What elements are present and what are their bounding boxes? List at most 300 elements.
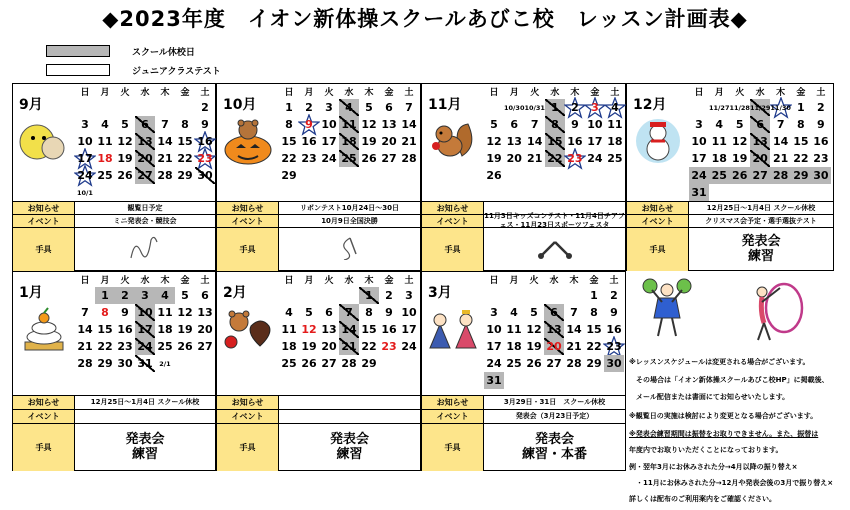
apparatus-label: 手具 [627,228,689,271]
day-cell [544,372,564,389]
day-number: 11 [711,135,727,148]
day-number: 26 [361,152,377,165]
day-cell [729,116,749,133]
day-number: 12 [301,323,317,336]
day-cell [585,150,605,167]
day-number: 28 [77,357,93,370]
day-cell [75,116,95,133]
day-cell [604,304,624,321]
apparatus-label: 手具 [422,228,484,271]
day-cell [175,150,195,167]
day-cell [135,304,155,321]
day-cell [319,304,339,321]
day-cell [299,167,319,184]
day-cell [175,321,195,338]
day-number: 8 [797,118,805,131]
day-cell [115,184,135,201]
day-number: 6 [756,118,764,131]
day-cell [75,184,95,201]
day-cell [585,116,605,133]
day-cell [524,287,544,304]
day-cell [504,150,524,167]
day-number: 5 [365,101,373,114]
day-cell [484,150,504,167]
event-value: 11月3日キッズコンテスト・11月4日チアフェス・11月23日スポーツフェスタ [484,212,625,229]
day-number: 15 [361,323,377,336]
day-cell [709,167,729,184]
day-number: 9 [571,118,579,131]
note-line: ・11月にお休みされた分→12月や発表会後の3月で振り替え× [629,479,834,487]
day-cell [155,321,175,338]
day-cell [585,133,605,150]
day-cell [95,321,115,338]
day-cell [135,133,155,150]
day-cell [584,287,604,304]
apparatus-label: 手具 [422,424,484,471]
kagami-mochi-icon [17,304,71,354]
month-name: 9月 [19,97,43,113]
day-cell [565,99,585,116]
day-cell [399,167,419,184]
day-cell [319,99,339,116]
day-cell [750,150,770,167]
day-number: 16 [197,135,213,148]
day-number: 2 [385,289,393,302]
day-number: 1 [101,289,109,302]
apparatus-row [13,423,215,471]
day-number: 17 [587,135,603,148]
weekday-header: 土 [404,88,414,98]
weekday-header: 水 [344,88,354,98]
day-cell [155,150,175,167]
event-label: イベント [13,215,75,227]
day-cell [524,116,544,133]
day-cell [770,116,790,133]
notice-row [422,395,625,409]
day-cell [339,116,359,133]
month-name: 2月 [223,285,247,301]
day-number: 23 [606,340,622,353]
weekday-header: 木 [569,276,579,286]
day-number: 24 [587,152,603,165]
day-number: 18 [506,340,522,353]
day-number: 11 [607,118,623,131]
day-number: 1 [590,289,598,302]
weekday-header: 木 [570,88,580,98]
month-grid [279,84,419,184]
day-cell [689,116,709,133]
day-number: 3 [81,118,89,131]
notice-label: お知らせ [217,396,279,409]
day-cell [115,150,135,167]
day-cell [115,338,135,355]
day-number: 17 [486,340,502,353]
day-cell [524,338,544,355]
day-number: 12 [117,135,133,148]
event-label: イベント [13,410,75,423]
day-cell [604,338,624,355]
day-number: 26 [117,169,133,182]
day-number: 18 [97,152,113,165]
day-cell [279,355,299,372]
day-cell [544,338,564,355]
day-cell [564,287,584,304]
day-cell [135,321,155,338]
day-number: 17 [77,152,93,165]
day-cell [791,133,811,150]
day-cell [339,133,359,150]
day-number: 22 [586,340,602,353]
day-cell [95,99,115,116]
notice-row [217,201,420,214]
day-cell [399,287,419,304]
day-cell [545,150,565,167]
event-label: イベント [422,215,484,227]
day-cell [604,287,624,304]
day-cell [791,184,811,201]
event-value: 発表会（3月23日予定） [515,412,594,421]
day-number: 3 [591,101,599,114]
day-number: 16 [567,135,583,148]
day-number: 2 [817,101,825,114]
day-cell [585,167,605,184]
day-cell [791,150,811,167]
page-title: ◆2023年度 イオン新体操スクールあびこ校 レッスン計画表◆ [102,7,748,31]
day-number: 7 [161,118,169,131]
weekday-header: 土 [404,276,414,286]
day-cell [175,184,195,201]
day-number: 6 [325,306,333,319]
day-number: 23 [813,152,829,165]
day-cell [299,287,319,304]
day-number: 2 [201,101,209,114]
day-number: 3 [141,289,149,302]
day-number: 10 [486,323,502,336]
day-cell [791,167,811,184]
day-number: 21 [77,340,93,353]
day-cell [299,133,319,150]
day-number: 1 [365,289,373,302]
day-number: 11/28 [729,103,750,112]
day-cell [544,355,564,372]
notice-row [217,395,420,409]
day-cell [689,99,709,116]
day-cell [339,338,359,355]
day-number: 27 [137,169,153,182]
day-cell [115,355,135,372]
day-number: 25 [97,169,113,182]
weekday-header: 月 [714,88,724,98]
day-number: 5 [735,118,744,131]
day-number: 8 [181,118,189,131]
day-cell [115,167,135,184]
weekday-header: 土 [200,88,210,98]
day-number: 17 [691,152,707,165]
note-line: ※発表会練習期間は振替をお取りできません。また、振替は [629,430,819,438]
day-cell [299,338,319,355]
day-number: 25 [281,357,297,370]
weekday-header: 金 [589,276,599,286]
day-number: 23 [117,340,133,353]
day-number: 14 [157,135,173,148]
day-cell [524,150,544,167]
day-cell [155,184,175,201]
day-cell [565,150,585,167]
day-number: 25 [341,152,357,165]
month-name: 12月 [633,97,667,113]
day-cell [195,304,215,321]
notice-value: 3月29日・31日 スクール休校 [503,398,606,407]
weekday-header: 火 [120,88,130,98]
apparatus-row [13,227,215,271]
day-cell [770,167,790,184]
day-number: 19 [301,340,317,353]
day-cell [279,304,299,321]
day-cell [750,167,770,184]
notice-label: お知らせ [627,202,689,214]
day-cell [195,116,215,133]
day-number: 8 [551,118,559,131]
cheerleader-icon [638,276,698,342]
day-cell [155,287,175,304]
teddy-bear-face-icon [17,116,71,166]
weekday-header: 月 [100,88,110,98]
day-cell [379,321,399,338]
day-number: 31 [691,186,707,199]
day-number: 10 [77,135,93,148]
day-cell [319,167,339,184]
weekday-header: 火 [120,276,130,286]
day-cell [689,167,709,184]
day-number: 14 [772,135,789,148]
day-number: 5 [490,118,498,131]
day-cell [379,150,399,167]
day-cell [524,167,544,184]
day-cell [770,184,790,201]
day-number: 17 [401,323,417,336]
day-cell [689,150,709,167]
day-cell [319,116,339,133]
day-number: 16 [117,323,133,336]
day-cell [95,150,115,167]
notice-label: お知らせ [422,396,484,409]
day-number: 14 [77,323,93,336]
day-cell [155,338,175,355]
day-cell [504,167,524,184]
day-cell [605,116,625,133]
day-cell [115,304,135,321]
weekday-header: 水 [755,88,765,98]
weekday-header: 日 [80,276,90,286]
day-cell [115,116,135,133]
day-number: 12 [732,135,748,148]
day-number: 1 [285,101,293,114]
day-number: 1 [797,101,805,114]
day-cell [359,287,379,304]
apparatus-value [279,228,420,271]
day-number: 14 [401,118,417,131]
day-cell [750,133,770,150]
month-grid [484,272,624,389]
day-number: 21 [157,152,173,165]
day-cell [564,321,584,338]
legend-label-closed: スクール休校日 [132,48,195,58]
day-cell [75,150,95,167]
day-number: 25 [506,357,522,370]
day-cell [359,116,379,133]
day-cell [399,355,419,372]
day-number: 21 [772,152,789,165]
day-cell [584,355,604,372]
day-cell [339,355,359,372]
day-number: 2 [571,101,579,114]
day-cell [811,133,831,150]
day-cell [504,321,524,338]
month-grid [484,84,625,184]
day-number: 11 [157,306,173,319]
day-cell [75,338,95,355]
day-number: 10 [321,118,337,131]
event-row [217,409,420,423]
day-cell [135,99,155,116]
weekday-header: 土 [610,88,620,98]
day-number: 15 [793,135,809,148]
day-number: 21 [527,152,543,165]
day-number: 10 [691,135,707,148]
day-cell [195,321,215,338]
day-number: 1 [551,101,559,114]
event-label: イベント [217,410,279,423]
day-number: 25 [157,340,173,353]
day-cell [709,99,729,116]
event-value [279,410,420,423]
day-number: 4 [161,289,169,302]
month-name: 3月 [428,285,452,301]
day-cell [504,338,524,355]
day-cell [379,338,399,355]
day-number: 30 [813,169,829,182]
day-cell [524,372,544,389]
day-number: 29 [361,357,377,370]
day-cell [155,133,175,150]
day-cell [565,167,585,184]
day-cell [359,150,379,167]
day-number: 11/29 [749,103,771,112]
day-number: 24 [137,340,153,353]
day-cell [155,355,175,372]
day-number: 10 [587,118,603,131]
day-number: 9 [305,118,313,131]
hina-dolls-icon [426,304,480,354]
weekday-header: 月 [304,88,314,98]
day-number: 6 [510,118,519,131]
day-cell [545,99,565,116]
day-cell [279,133,299,150]
gymnast-hoop-icon [740,280,810,346]
day-number: 24 [486,357,502,370]
apparatus-row [422,423,625,471]
day-number: 18 [607,135,623,148]
notice-label: お知らせ [422,202,484,214]
note-line: 年度内でお取りいただくことになっております。 [629,446,783,454]
day-cell [279,167,299,184]
day-number: 4 [285,306,293,319]
day-cell [605,99,625,116]
day-number: 22 [281,152,297,165]
day-cell [605,133,625,150]
notice-row [627,201,833,214]
squirrel-icon [426,116,480,166]
day-number: 10/30 [504,103,525,112]
day-number: 12 [361,118,377,131]
notice-label: お知らせ [217,202,279,214]
day-cell [279,99,299,116]
weekday-header: 土 [609,276,619,286]
day-cell [750,99,770,116]
day-number: 4 [611,101,619,114]
day-number: 20 [321,340,337,353]
weekday-header: 日 [80,88,90,98]
month-name: 1月 [19,285,43,301]
day-cell [135,116,155,133]
notice-label: お知らせ [13,202,75,214]
bear-pumpkin-icon [221,116,275,166]
day-cell [195,338,215,355]
weekday-header: 土 [816,88,826,98]
apparatus-value: 発表会 練習・本番 [521,432,587,462]
day-number: 24 [691,169,707,182]
day-cell [811,150,831,167]
day-number: 7 [776,118,785,131]
day-number: 25 [711,169,727,182]
day-cell [544,321,564,338]
note-line: ※レッスンスケジュールは変更される場合がございます。 [629,358,810,366]
weekday-header: 日 [489,276,499,286]
day-number: 13 [752,135,768,148]
apparatus-row [627,227,833,271]
day-number: 9 [201,118,209,131]
day-number: 9 [610,306,618,319]
day-cell [379,99,399,116]
day-number: 21 [566,340,582,353]
day-cell [524,355,544,372]
day-number: 20 [381,135,397,148]
day-cell [379,355,399,372]
day-number: 4 [510,306,518,319]
weekday-header: 木 [776,88,786,98]
day-cell [379,167,399,184]
day-cell [379,133,399,150]
note-line: ※観覧日の実施は検討により変更となる場合がございます。 [629,412,818,420]
day-cell [484,321,504,338]
weekday-header: 金 [384,88,394,98]
weekday-header: 月 [100,276,110,286]
apparatus-label: 手具 [13,228,75,271]
event-row [422,409,625,423]
day-number: 11/27 [709,103,730,112]
day-cell [770,133,790,150]
day-number: 6 [550,306,558,319]
notice-value [279,396,420,409]
day-number: 15 [281,135,297,148]
day-cell [484,355,504,372]
day-number: 13 [381,118,397,131]
day-number: 22 [361,340,377,353]
day-cell [484,167,504,184]
day-cell [195,99,215,116]
day-number: 13 [546,323,562,336]
day-number: 28 [341,357,357,370]
